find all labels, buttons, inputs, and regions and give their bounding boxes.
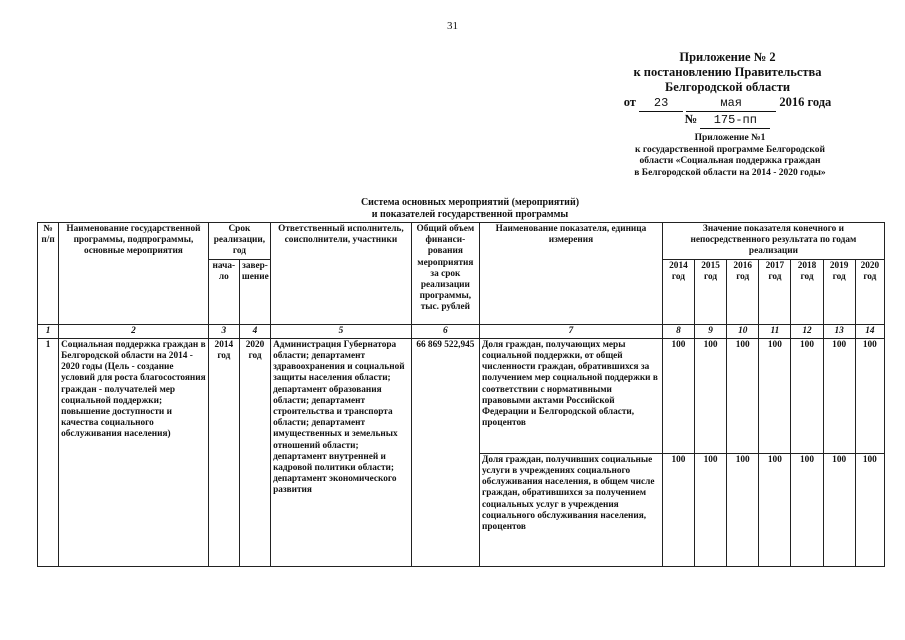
programs-table: [37, 222, 885, 567]
header-term-end: завер-шение: [239, 259, 270, 324]
indicator-value: 100: [823, 338, 855, 453]
indicator-name: Доля граждан, получивших социальные услуги в учреждениях социального обслуживания населения, в общем числе граждан, обратившихся за получением социальных услуг в учреждения социального обслуживания населения, процентов: [480, 453, 663, 566]
table-row: [38, 338, 885, 453]
header-year-2015: 2015 год: [695, 259, 727, 324]
header-indicator: Наименование показателя, единица измерения: [480, 223, 663, 325]
header-year-2017: 2017 год: [759, 259, 791, 324]
program-name: Социальная поддержка граждан в Белгородской области на 2014 - 2020 годы (Цель - создание условий для роста благосостояния граждан - получателей мер социальной поддержки; повышение доступности и качества социального обслуживания населения): [59, 338, 209, 566]
row-num: 1: [38, 338, 59, 566]
date-day: 23: [639, 96, 683, 112]
indicator-value: 100: [759, 453, 791, 566]
header-year-2019: 2019 год: [823, 259, 855, 324]
indicator-value: 100: [759, 338, 791, 453]
col-number: 8: [662, 324, 694, 338]
responsible: Администрация Губернатора области; департамент здравоохранения и социальной защиты населения области; департамент образования области; департамент строительства и транспорта области; департамент имущественных и земельных отношений области; департамент внутренней и кадровой политики области; департамент экономического развития: [271, 338, 412, 566]
appendix-1-line3: области «Социальная поддержка граждан: [639, 156, 821, 166]
term-end: 2020 год: [239, 338, 270, 566]
col-number: 10: [727, 324, 759, 338]
header-year-2018: 2018 год: [791, 259, 823, 324]
appendix-2-title: Приложение № 2: [679, 50, 776, 64]
header-num: № п/п: [38, 223, 59, 325]
header-row-1: [38, 223, 885, 260]
appendix-2-line3: Белгородской области: [664, 80, 791, 94]
indicator-value: 100: [662, 338, 694, 453]
doc-number: 175-пп: [700, 113, 770, 129]
number-prefix: №: [684, 112, 698, 126]
header-values: Значение показателя конечного и непосредственного результата по годам реализации: [662, 223, 884, 260]
indicator-value: 100: [791, 453, 823, 566]
indicator-value: 100: [855, 338, 884, 453]
indicator-value: 100: [791, 338, 823, 453]
col-number: 14: [855, 324, 884, 338]
appendix-2-header: [560, 50, 895, 129]
header-term: Срок реализации, год: [208, 223, 270, 260]
col-number: 1: [38, 324, 59, 338]
col-number: 13: [823, 324, 855, 338]
column-numbers-row: [38, 324, 885, 338]
header-name: Наименование государственной программы, подпрограммы, основные мероприятия: [59, 223, 209, 325]
term-start: 2014 год: [208, 338, 239, 566]
page-number: 31: [447, 20, 458, 32]
appendix-1-line4: в Белгородской области на 2014 - 2020 годы»: [634, 167, 826, 178]
header-term-start: нача-ло: [208, 259, 239, 324]
document-title-line1: Система основных мероприятий (мероприятий): [360, 197, 580, 208]
appendix-1-title: Приложение №1: [694, 133, 766, 143]
header-year-2016: 2016 год: [727, 259, 759, 324]
indicator-value: 100: [662, 453, 694, 566]
date-month: мая: [686, 96, 776, 112]
col-number: 9: [695, 324, 727, 338]
col-number: 7: [480, 324, 663, 338]
indicator-name: Доля граждан, получающих меры социальной поддержки, от общей численности граждан, обратившихся за получением мер социальной поддержки в соответствии с нормативными правовыми актами Российской Федерации и Белгородской области, процентов: [480, 338, 663, 453]
indicator-value: 100: [695, 338, 727, 453]
appendix-1-line2: к государственной программе Белгородской: [635, 144, 825, 155]
appendix-1-header: [600, 133, 860, 179]
indicator-value: 100: [855, 453, 884, 566]
header-year-2014: 2014 год: [662, 259, 694, 324]
indicator-value: 100: [727, 338, 759, 453]
appendix-2-line2: к постановлению Правительства: [633, 65, 822, 79]
indicator-value: 100: [823, 453, 855, 566]
funding-amount: 66 869 522,945: [411, 338, 479, 566]
header-year-2020: 2020 год: [855, 259, 884, 324]
appendix-2-number: [560, 112, 895, 129]
col-number: 6: [411, 324, 479, 338]
document-title: [300, 197, 640, 220]
header-funding: Общий объем финанси-рования мероприятия за срок реализации программы, тыс. рублей: [411, 223, 479, 325]
header-responsible: Ответственный исполнитель, соисполнители, участники: [271, 223, 412, 325]
col-number: 4: [239, 324, 270, 338]
indicator-value: 100: [695, 453, 727, 566]
col-number: 2: [59, 324, 209, 338]
indicator-value: 100: [727, 453, 759, 566]
appendix-2-date: [560, 95, 895, 112]
document-title-line2: и показателей государственной программы: [371, 208, 569, 220]
col-number: 5: [271, 324, 412, 338]
col-number: 3: [208, 324, 239, 338]
date-year: 2016 года: [779, 95, 832, 109]
date-prefix: от: [623, 95, 636, 109]
col-number: 11: [759, 324, 791, 338]
col-number: 12: [791, 324, 823, 338]
